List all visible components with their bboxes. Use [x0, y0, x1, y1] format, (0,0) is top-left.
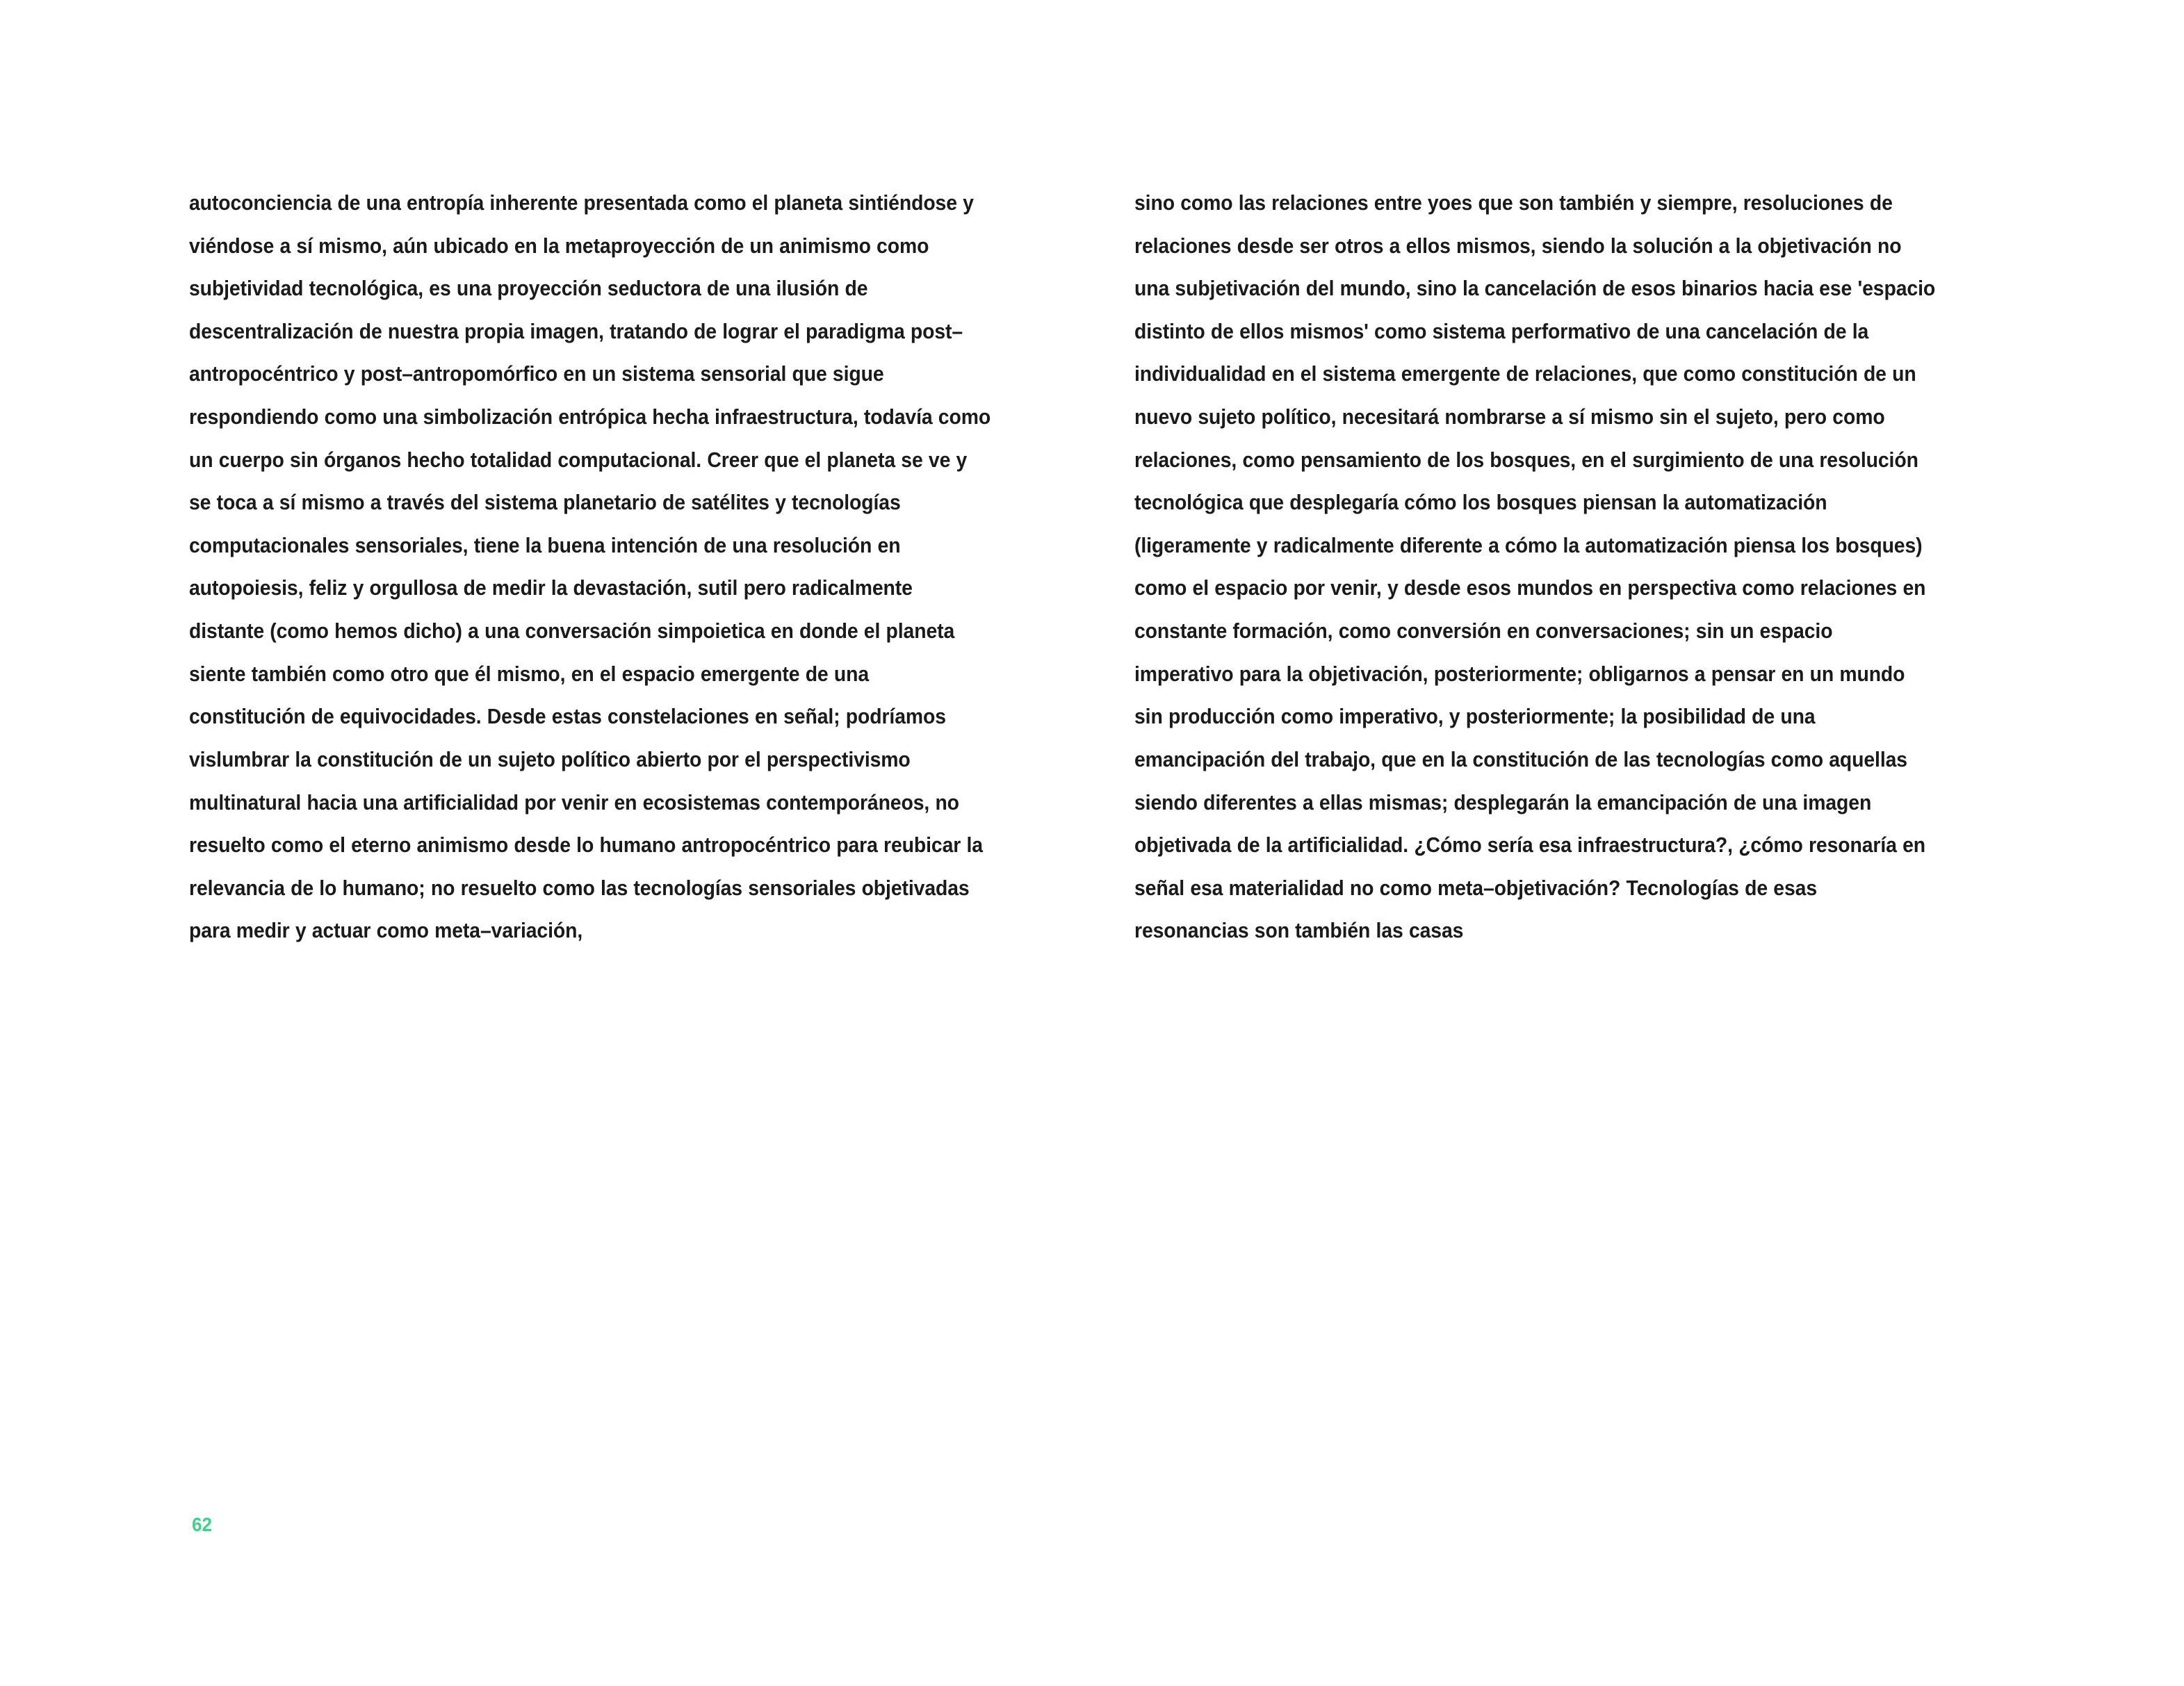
body-paragraph-left: autoconciencia de una entropía inherente presentada como el planeta sintiéndose y viéndose a sí mismo, aún ubicado en la metaproyección de un animismo como subjetividad tecnológica, es una proyección seductora de una ilusión de descentralización de nuestra propia imagen, tratando de lograr el paradigma post–antropocéntrico y post–antropomórfico en un sistema sensorial que sigue respondiendo como una simbolización entrópica hecha infraestructura, todavía como un cuerpo sin órganos hecho totalidad computacional. Creer que el planeta se ve y se toca a sí mismo a través del sistema planetario de satélites y tecnologías computacionales sensoriales, tiene la buena intención de una resolución en autopoiesis, feliz y orgullosa de medir la devastación, sutil pero radicalmente distante (como hemos dicho) a una conversación simpoietica en donde el planeta siente también como otro que él mismo, en el espacio emergente de una constitución de equivocidades. Desde estas constelaciones en señal; podríamos vislumbrar la constitución de un sujeto político abierto por el perspectivismo multinatural hacia una artificialidad por venir en ecosistemas contemporáneos, no resuelto como el eterno animismo desde lo humano antropocéntrico para reubicar la relevancia de lo humano; no resuelto como las tecnologías sensoriales objetivadas para medir y actuar como meta–variación, [189, 191, 991, 943]
text-columns-container [189, 182, 1996, 953]
right-text-column [1134, 182, 1996, 953]
page-number: 62 [192, 1514, 212, 1535]
left-text-column [189, 182, 1051, 953]
body-paragraph-right: sino como las relaciones entre yoes que son también y siempre, resoluciones de relaciones desde ser otros a ellos mismos, siendo la solución a la objetivación no una subjetivación del mundo, sino la cancelación de esos binarios hacia ese 'espacio distinto de ellos mismos' como sistema performativo de una cancelación de la individualidad en el sistema emergente de relaciones, que como constitución de un nuevo sujeto político, necesitará nombrarse a sí mismo sin el sujeto, pero como relaciones, como pensamiento de los bosques, en el surgimiento de una resolución tecnológica que desplegaría cómo los bosques piensan la automatización (ligeramente y radicalmente diferente a cómo la automatización piensa los bosques) como el espacio por venir, y desde esos mundos en perspectiva como relaciones en constante formación, como conversión en conversaciones; sin un espacio imperativo para la objetivación, posteriormente; obligarnos a pensar en un mundo sin producción como imperativo, y posteriormente; la posibilidad de una emancipación del trabajo, que en la constitución de las tecnologías como aquellas siendo diferentes a ellas mismas; desplegarán la emancipación de una imagen objetivada de la artificialidad. ¿Cómo sería esa infraestructura?, ¿cómo resonaría en señal esa materialidad no como meta–objetivación? Tecnologías de esas resonancias son también las casas [1134, 191, 1936, 943]
